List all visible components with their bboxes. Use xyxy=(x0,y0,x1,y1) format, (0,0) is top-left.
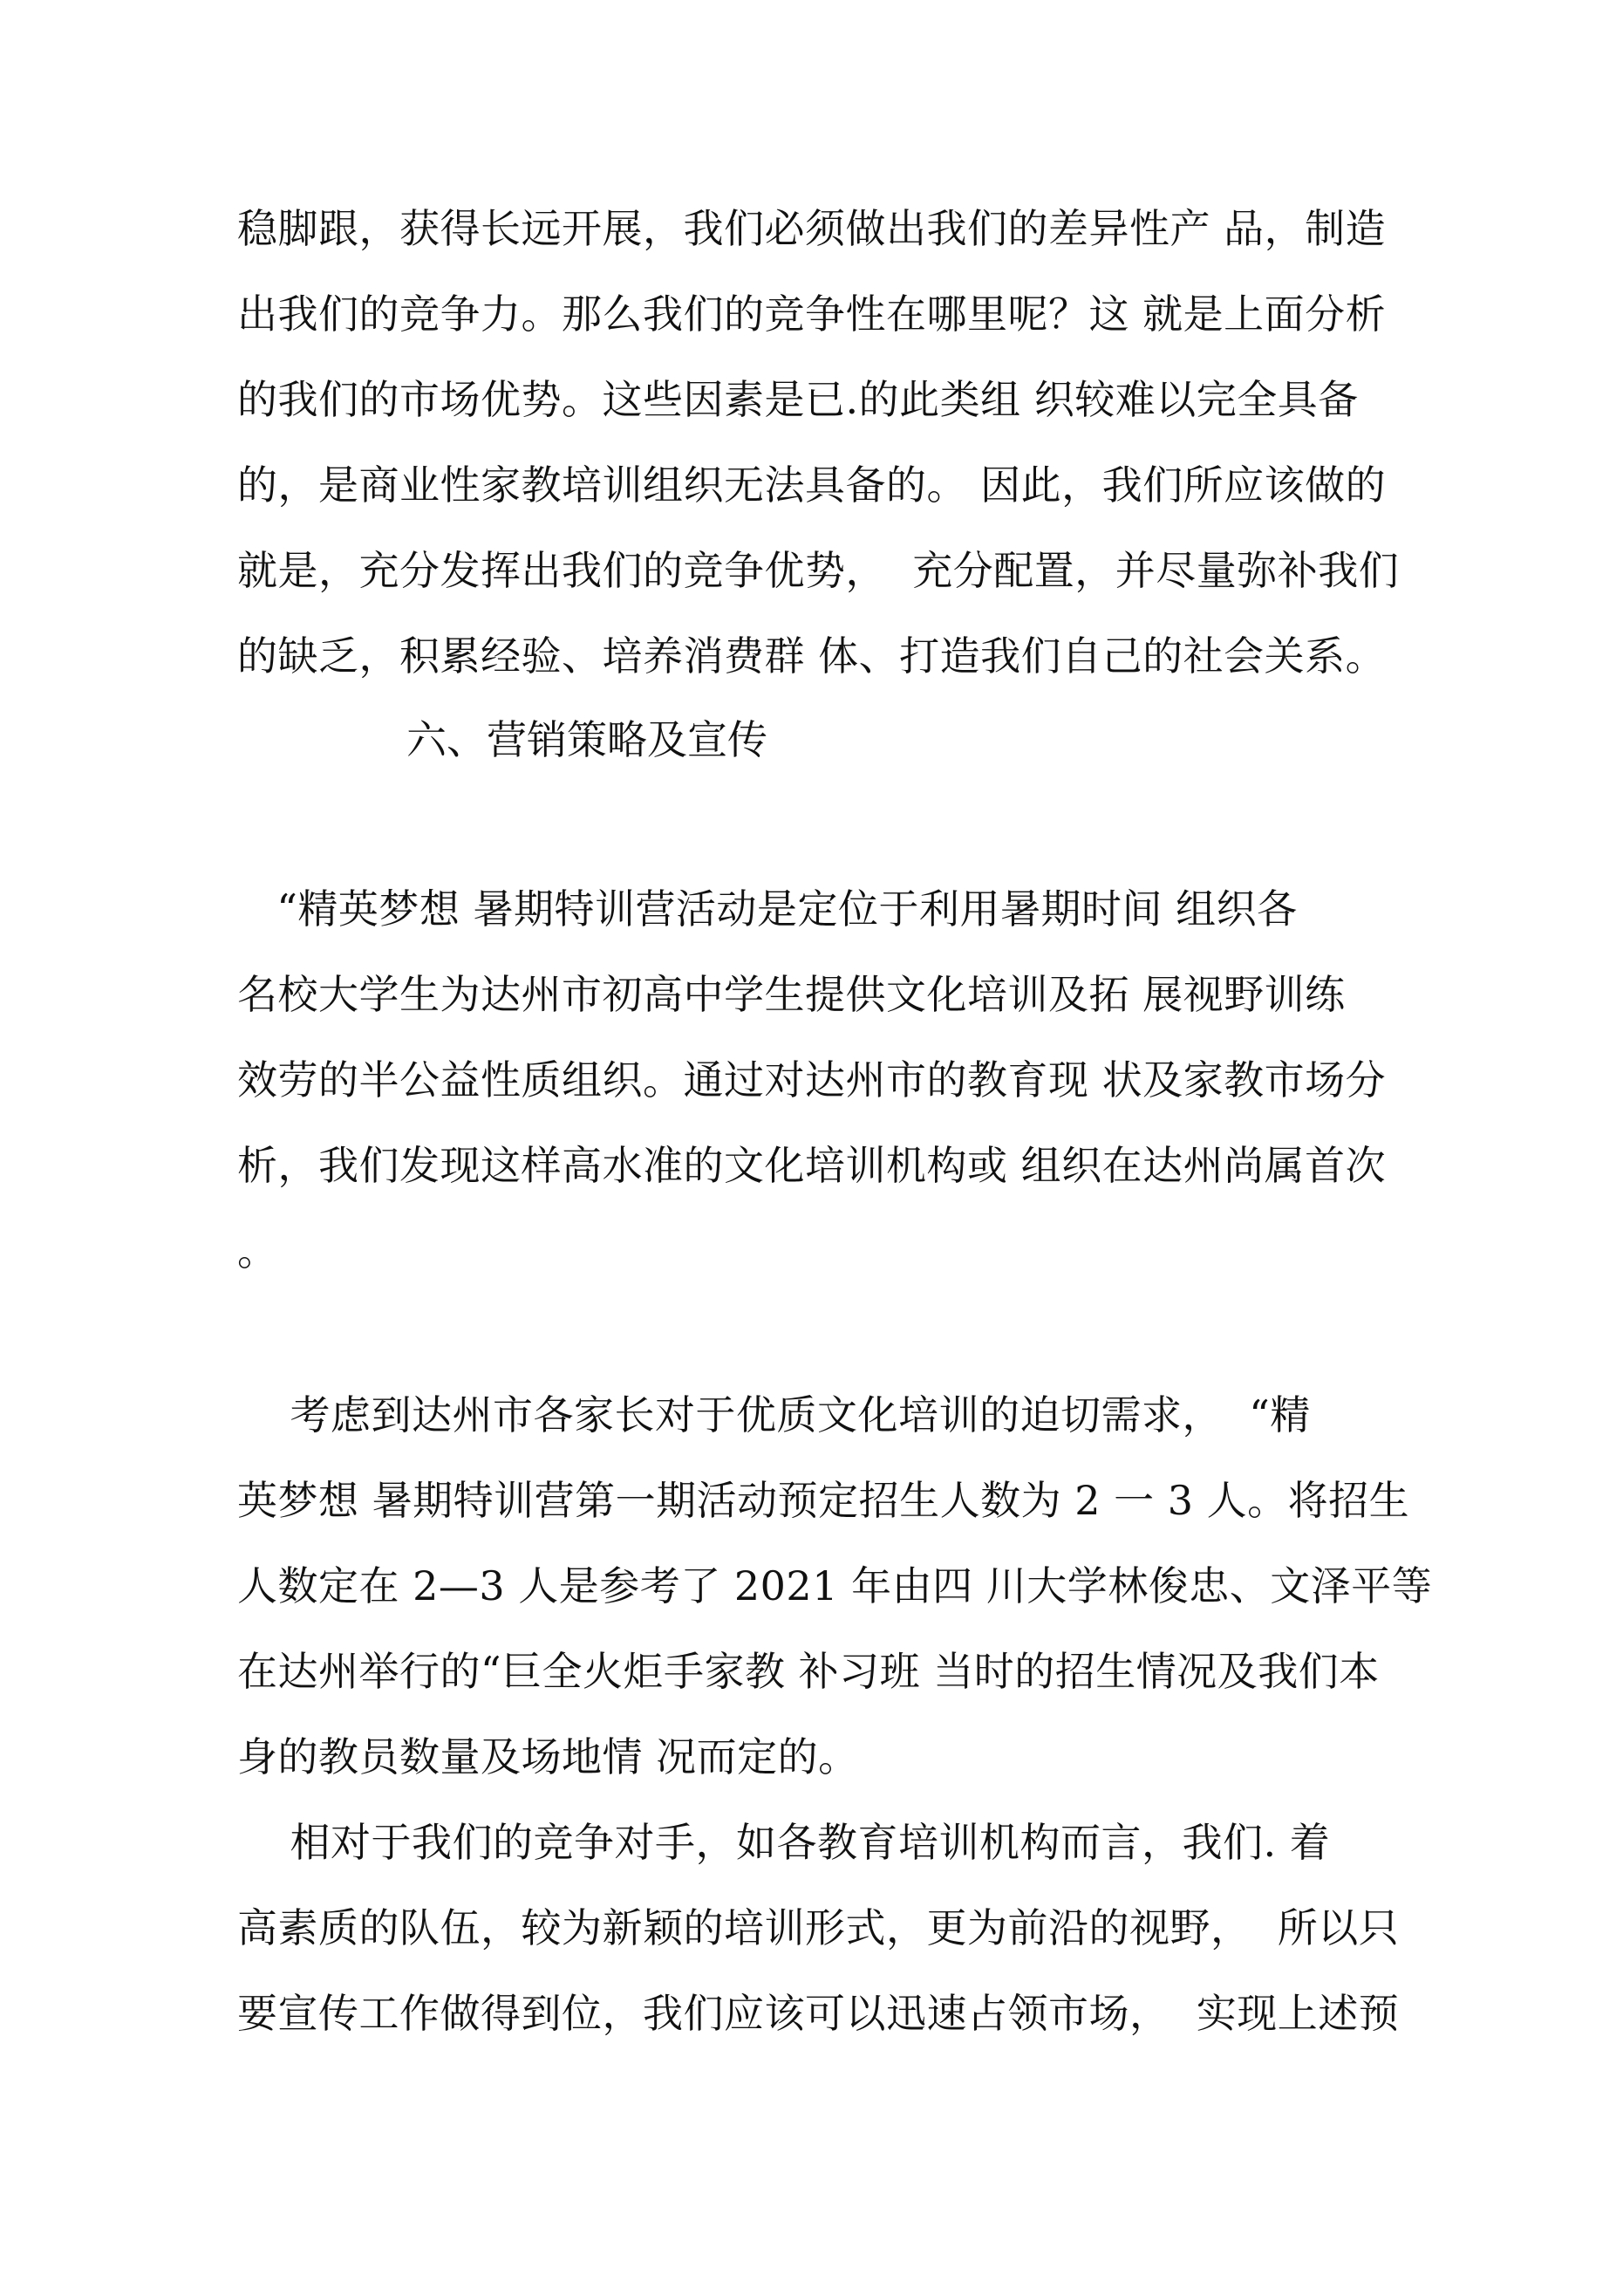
paragraph-1-line-1: 稳脚跟，获得长远开展，我们必须做出我们的差异性产 品，制造 xyxy=(237,205,1387,252)
paragraph-4-line-2: 高素质的队伍，较为新颖的培训形式，更为前沿的视野， 所以只 xyxy=(237,1904,1400,1951)
paragraph-1-line-4: 的，是商业性家教培训组织无法具备的。 因此，我们所应该做的 xyxy=(237,461,1387,509)
paragraph-2-line-3: 效劳的半公益性质组织。通过对达州市的教育现 状及家教市场分 xyxy=(237,1056,1387,1104)
paragraph-1-line-6: 的缺乏，积累经验、培养消费群 体、打造我们自己的社会关系。 xyxy=(237,632,1387,680)
paragraph-3-line-1: 考虑到达州市各家长对于优质文化培训的迫切需求， “精 xyxy=(237,1391,1311,1438)
paragraph-3-line-5: 身的教员数量及场地情 况而定的。 xyxy=(237,1733,859,1780)
paragraph-2-line-1: “精英梦想 暑期特训营活动是定位于利用暑期时间 组织各 xyxy=(237,885,1298,933)
paragraph-4-line-1: 相对于我们的竞争对手，如各教育培训机构而言，我们. 着 xyxy=(237,1819,1331,1866)
paragraph-2-line-5: 。 xyxy=(237,1227,278,1274)
paragraph-3-line-3: 人数定在 2—3 人是参考了 2021 年由四 川大学林俊忠、文泽平等 xyxy=(237,1562,1433,1609)
paragraph-4-line-3: 要宣传工作做得到位，我们应该可以迅速占领市场， 实现上述预 xyxy=(237,1990,1400,2037)
paragraph-1-line-3: 的我们的市场优势。这些因素是已.的此类组 织较难以完全具备 xyxy=(237,376,1359,423)
paragraph-3-line-4: 在达州举行的“巨全火炬手家教 补习班 当时的招生情况及我们本 xyxy=(237,1648,1380,1695)
paragraph-1-line-2: 出我们的竞争力。那么我们的竞争性在哪里呢？这 就是上面分析 xyxy=(237,290,1387,338)
paragraph-1-line-5: 就是，充分发挥出我们的竞争优势， 充分配置，并尽量弥补我们 xyxy=(237,547,1400,594)
paragraph-3-line-2: 英梦想 暑期特训营第一期活动预定招生人数为 2 一 3 人。将招生 xyxy=(237,1477,1410,1524)
section-heading: 六、营销策略及宣传 xyxy=(406,716,767,763)
paragraph-2-line-2: 名校大学生为达州市初高中学生提供文化培训及拓 展视野训练 xyxy=(237,971,1346,1018)
paragraph-2-line-4: 析，我们发现这样高水准的文化培训机构或 组织在达州尚属首次 xyxy=(237,1142,1387,1189)
